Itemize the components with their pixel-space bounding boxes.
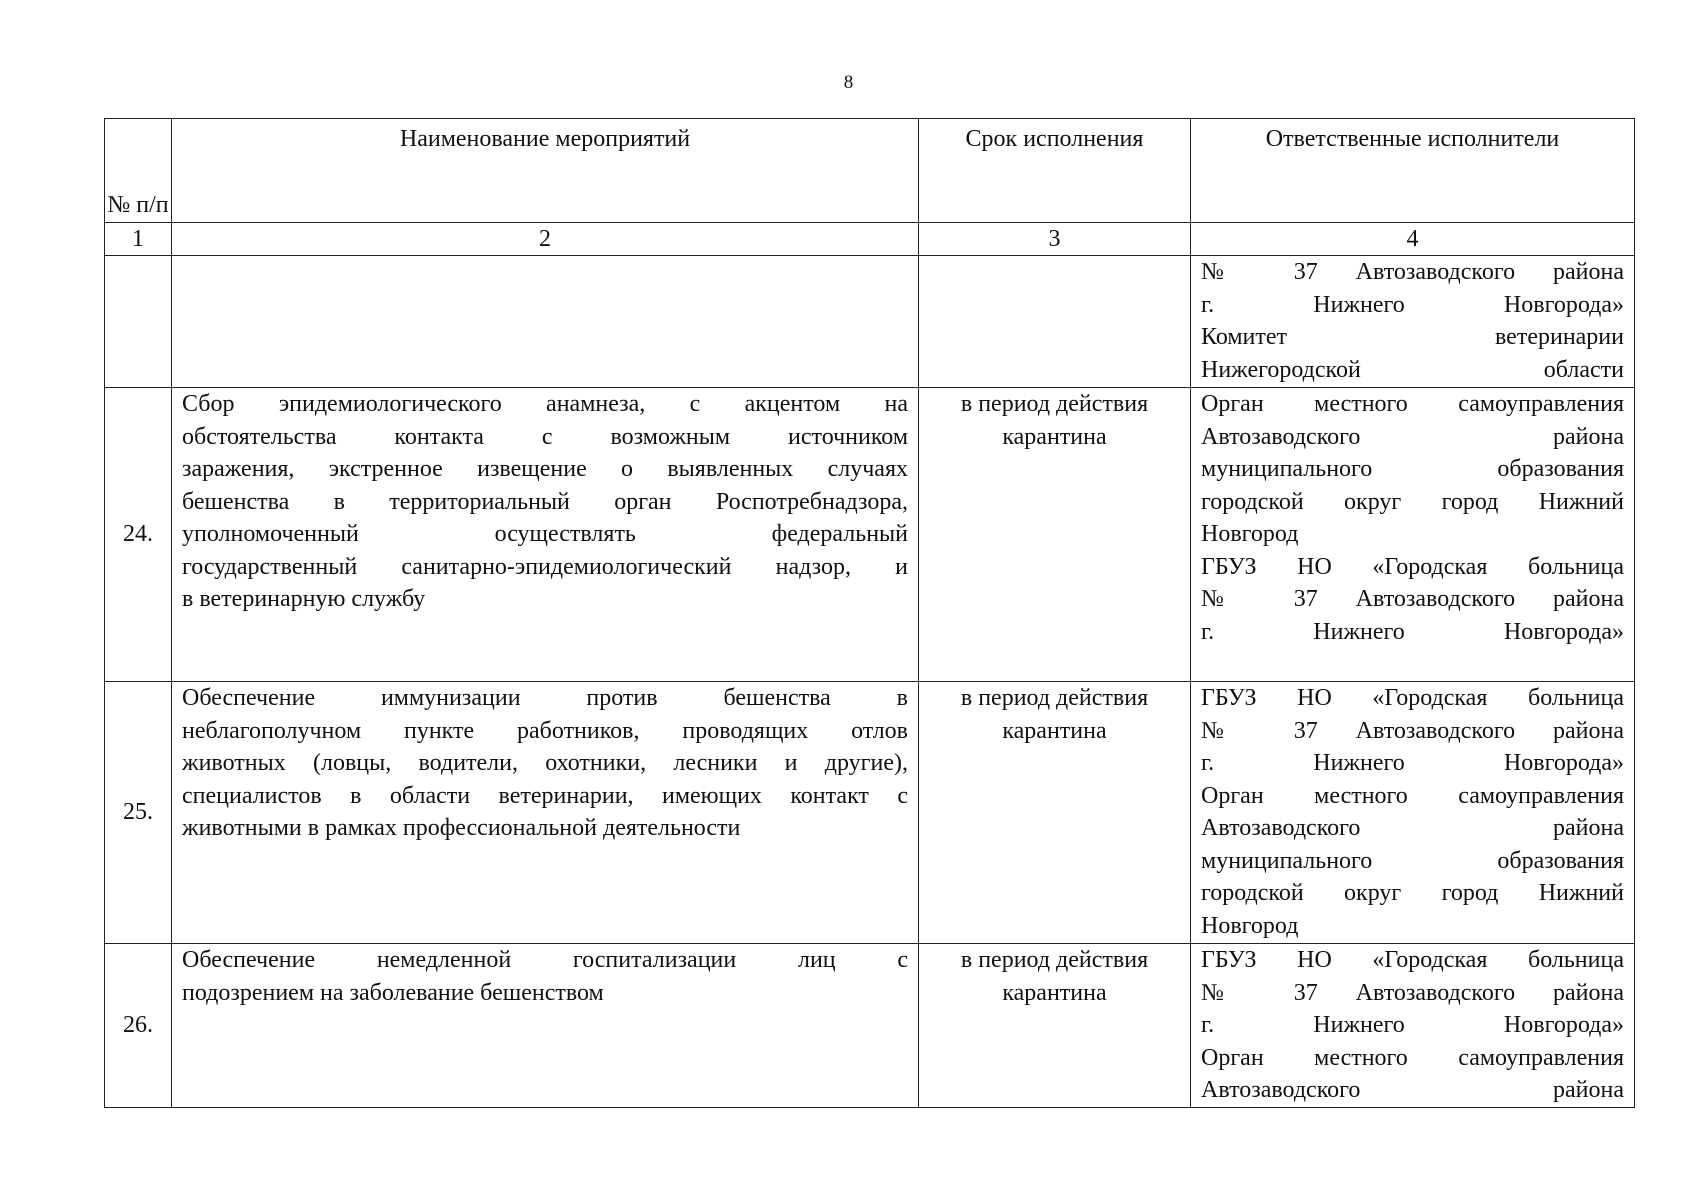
text-line: неблагополучном пункте работников, проводящих отлов xyxy=(182,717,908,744)
measure-name-cell xyxy=(172,682,919,944)
page-number: 8 xyxy=(843,72,854,93)
text-line: № 37 Автозаводского района xyxy=(1201,979,1624,1006)
text-line: заражения, экстренное извещение о выявленных случаях xyxy=(182,456,908,482)
text-line: уполномоченный осуществлять федеральный xyxy=(182,521,908,547)
executors-cell xyxy=(1191,944,1635,1108)
measures-table xyxy=(104,118,1635,1108)
term-cell xyxy=(919,256,1191,388)
text-line: животных (ловцы, водители, охотники, лесники и другие), xyxy=(182,750,908,776)
executors-cell xyxy=(1191,388,1635,682)
text-line: в период действия xyxy=(960,685,1149,711)
text-line: бешенства в территориальный орган Роспотребнадзора, xyxy=(182,488,908,515)
text-line: Автозаводского района xyxy=(1201,423,1624,450)
table-row xyxy=(105,388,1635,682)
text-line: в период действия xyxy=(960,391,1149,417)
text-line: Новгород xyxy=(1201,912,1299,939)
text-line: Сбор эпидемиологического анамнеза, с акцентом на xyxy=(182,391,908,417)
row-number: 26. xyxy=(105,944,172,1108)
executors-cell xyxy=(1191,682,1635,944)
text-line: муниципального образования xyxy=(1201,456,1624,482)
table-header-row xyxy=(105,119,1635,223)
term-cell xyxy=(919,388,1191,682)
measure-name-cell xyxy=(172,256,919,388)
text-line: Новгород xyxy=(1201,521,1299,547)
measure-name-cell xyxy=(172,944,919,1108)
table-row xyxy=(105,944,1635,1108)
text-line: ГБУЗ НО «Городская больница xyxy=(1201,947,1624,973)
text-line: Орган местного самоуправления xyxy=(1201,782,1624,809)
column-index-1: 1 xyxy=(105,223,172,256)
text-line: № 37 Автозаводского района xyxy=(1201,259,1624,285)
text-line: г. Нижнего Новгорода» xyxy=(1201,750,1624,776)
text-line: Орган местного самоуправления xyxy=(1201,391,1624,417)
text-line: Комитет ветеринарии xyxy=(1201,324,1624,350)
text-line: специалистов в области ветеринарии, имеющих контакт с xyxy=(182,782,908,809)
text-line: подозрением на заболевание бешенством xyxy=(182,979,604,1006)
header-number: № п/п xyxy=(105,119,172,223)
text-line: карантина xyxy=(1002,979,1107,1006)
term-cell xyxy=(919,682,1191,944)
text-line: животными в рамках профессиональной деятельности xyxy=(182,815,741,841)
text-line: карантина xyxy=(1002,717,1107,744)
text-line: государственный санитарно-эпидемиологический надзор, и xyxy=(182,553,908,580)
header-executors: Ответственные исполнители xyxy=(1191,119,1635,223)
measure-name-cell xyxy=(172,388,919,682)
text-line: карантина xyxy=(1002,423,1107,450)
text-line: № 37 Автозаводского района xyxy=(1201,717,1624,744)
header-measure-name: Наименование мероприятий xyxy=(172,119,919,223)
text-line: Автозаводского района xyxy=(1201,815,1624,841)
text-line: ГБУЗ НО «Городская больница xyxy=(1201,553,1624,580)
text-line: обстоятельства контакта с возможным источником xyxy=(182,423,908,450)
column-index-row xyxy=(105,223,1635,256)
table-body xyxy=(105,256,1635,1108)
text-line: Обеспечение немедленной госпитализации лиц с xyxy=(182,947,908,973)
executors-cell xyxy=(1191,256,1635,388)
text-line: в период действия xyxy=(960,947,1149,973)
header-term: Срок исполнения xyxy=(919,119,1191,223)
text-line: Обеспечение иммунизации против бешенства в xyxy=(182,685,908,711)
text-line: муниципального образования xyxy=(1201,847,1624,874)
text-line: ГБУЗ НО «Городская больница xyxy=(1201,685,1624,711)
text-line: Нижегородской области xyxy=(1201,356,1624,383)
column-index-2: 2 xyxy=(172,223,919,256)
text-line: Автозаводского района xyxy=(1201,1077,1624,1103)
term-cell xyxy=(919,944,1191,1108)
text-line: г. Нижнего Новгорода» xyxy=(1201,618,1624,645)
row-number xyxy=(105,256,172,388)
text-line: г. Нижнего Новгорода» xyxy=(1201,1012,1624,1038)
row-number: 25. xyxy=(105,682,172,944)
table-row xyxy=(105,682,1635,944)
text-line: городской округ город Нижний xyxy=(1201,488,1624,515)
column-index-4: 4 xyxy=(1191,223,1635,256)
text-line: № 37 Автозаводского района xyxy=(1201,586,1624,612)
text-line: Орган местного самоуправления xyxy=(1201,1044,1624,1071)
row-number: 24. xyxy=(105,388,172,682)
text-line: г. Нижнего Новгорода» xyxy=(1201,291,1624,318)
text-line: городской округ город Нижний xyxy=(1201,880,1624,906)
column-index-3: 3 xyxy=(919,223,1191,256)
table-row xyxy=(105,256,1635,388)
text-line: в ветеринарную службу xyxy=(182,586,426,612)
